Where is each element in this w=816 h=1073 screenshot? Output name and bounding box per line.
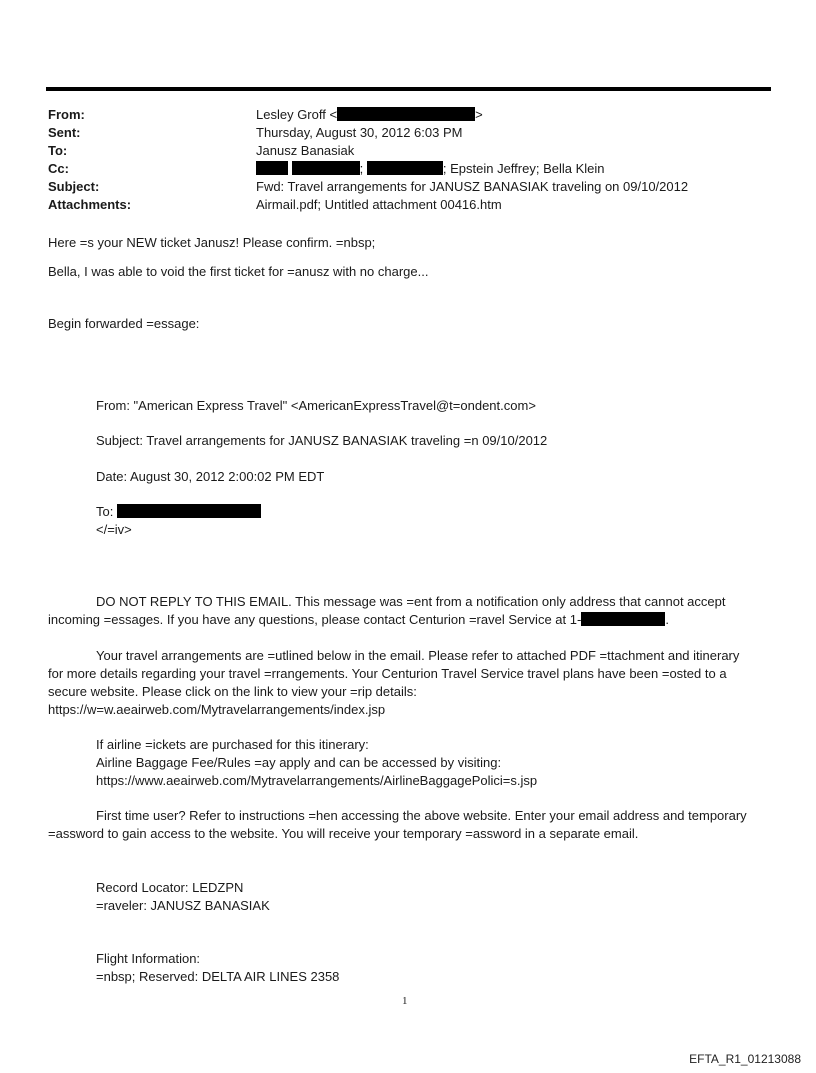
airline-tickets-line: If airline =ickets are purchased for this itinerary: bbox=[96, 737, 369, 752]
to-value: Janusz Banasiak bbox=[256, 143, 355, 158]
forwarded-from: From: "American Express Travel" <AmericanExpressTravel@t=ondent.com> bbox=[96, 398, 536, 413]
attachments-value: Airmail.pdf; Untitled attachment 00416.htm bbox=[256, 197, 502, 212]
cc-label: Cc: bbox=[48, 161, 69, 176]
body-line-1: Here =s your NEW ticket Janusz! Please confirm. =nbsp; bbox=[48, 235, 376, 250]
sent-value: Thursday, August 30, 2012 6:03 PM bbox=[256, 125, 463, 140]
cc-value bbox=[256, 160, 605, 178]
flight-information-heading: Flight Information: bbox=[96, 951, 201, 966]
forwarded-date: Date: August 30, 2012 2:00:02 PM EDT bbox=[96, 469, 325, 484]
baggage-link-line: https://www.aeairweb.com/Mytravelarrangements/AirlineBaggagePolici=s.jsp bbox=[96, 773, 538, 788]
arrangements-paragraph: Your travel arrangements are =utlined below in the email. Please refer to attached PDF =ttachment and itinerary for more details regarding your travel =rrangements. Your Centurion Travel Service travel plans have been =osted to a secure website. Please click on the link to view your =rip details: https://w=w.aeairweb.com/Mytravelarrangements/index.jsp bbox=[48, 648, 740, 717]
forwarded-div: </=iv> bbox=[96, 522, 132, 537]
reserved-flight: =nbsp; Reserved: DELTA AIR LINES 2358 bbox=[96, 969, 340, 984]
redaction-box bbox=[117, 504, 261, 518]
from-value bbox=[256, 106, 483, 124]
forwarded-to bbox=[96, 503, 261, 521]
redaction-box bbox=[337, 107, 475, 121]
attachments-label: Attachments: bbox=[48, 197, 132, 212]
to-label: To: bbox=[48, 143, 68, 158]
first-time-user-paragraph: First time user? Refer to instructions =hen accessing the above website. Enter your email address and temporary =assword to gain access to the website. You will receive your temporary =assword in a separate email. bbox=[48, 808, 747, 841]
sent-label: Sent: bbox=[48, 125, 81, 140]
forwarded-to-label: To: bbox=[96, 504, 114, 519]
record-locator: Record Locator: LEDZPN bbox=[96, 880, 244, 895]
from-name: Lesley Groff < bbox=[256, 107, 338, 122]
traveler-name: =raveler: JANUSZ BANASIAK bbox=[96, 898, 270, 913]
redaction-box bbox=[367, 161, 443, 175]
from-value-end: > bbox=[475, 107, 483, 122]
baggage-rules-line: Airline Baggage Fee/Rules =ay apply and can be accessed by visiting: bbox=[96, 755, 502, 770]
body-line-2: Bella, I was able to void the first ticket for =anusz with no charge... bbox=[48, 264, 429, 279]
cc-names: ; Epstein Jeffrey; Bella Klein bbox=[442, 161, 605, 176]
subject-value: Fwd: Travel arrangements for JANUSZ BANASIAK traveling on 09/10/2012 bbox=[256, 179, 689, 194]
header-divider bbox=[46, 87, 771, 91]
subject-label: Subject: bbox=[48, 179, 100, 194]
from-label: From: bbox=[48, 107, 85, 122]
forwarded-subject: Subject: Travel arrangements for JANUSZ BANASIAK traveling =n 09/10/2012 bbox=[96, 433, 548, 448]
redaction-box bbox=[292, 161, 360, 175]
cc-separator: ; bbox=[359, 161, 364, 176]
bates-number: EFTA_R1_01213088 bbox=[689, 1052, 801, 1066]
no-reply-text: DO NOT REPLY TO THIS EMAIL. This message was =ent from a notification only address that cannot accept incoming =essages. If you have any questions, please contact Centurion =ravel Service at 1- bbox=[48, 594, 726, 627]
body-line-3: Begin forwarded =essage: bbox=[48, 316, 200, 331]
no-reply-end: . bbox=[665, 612, 669, 627]
redaction-box bbox=[256, 161, 288, 175]
redaction-box bbox=[581, 612, 665, 626]
no-reply-paragraph bbox=[48, 593, 748, 629]
page-number: 1 bbox=[402, 995, 408, 1007]
